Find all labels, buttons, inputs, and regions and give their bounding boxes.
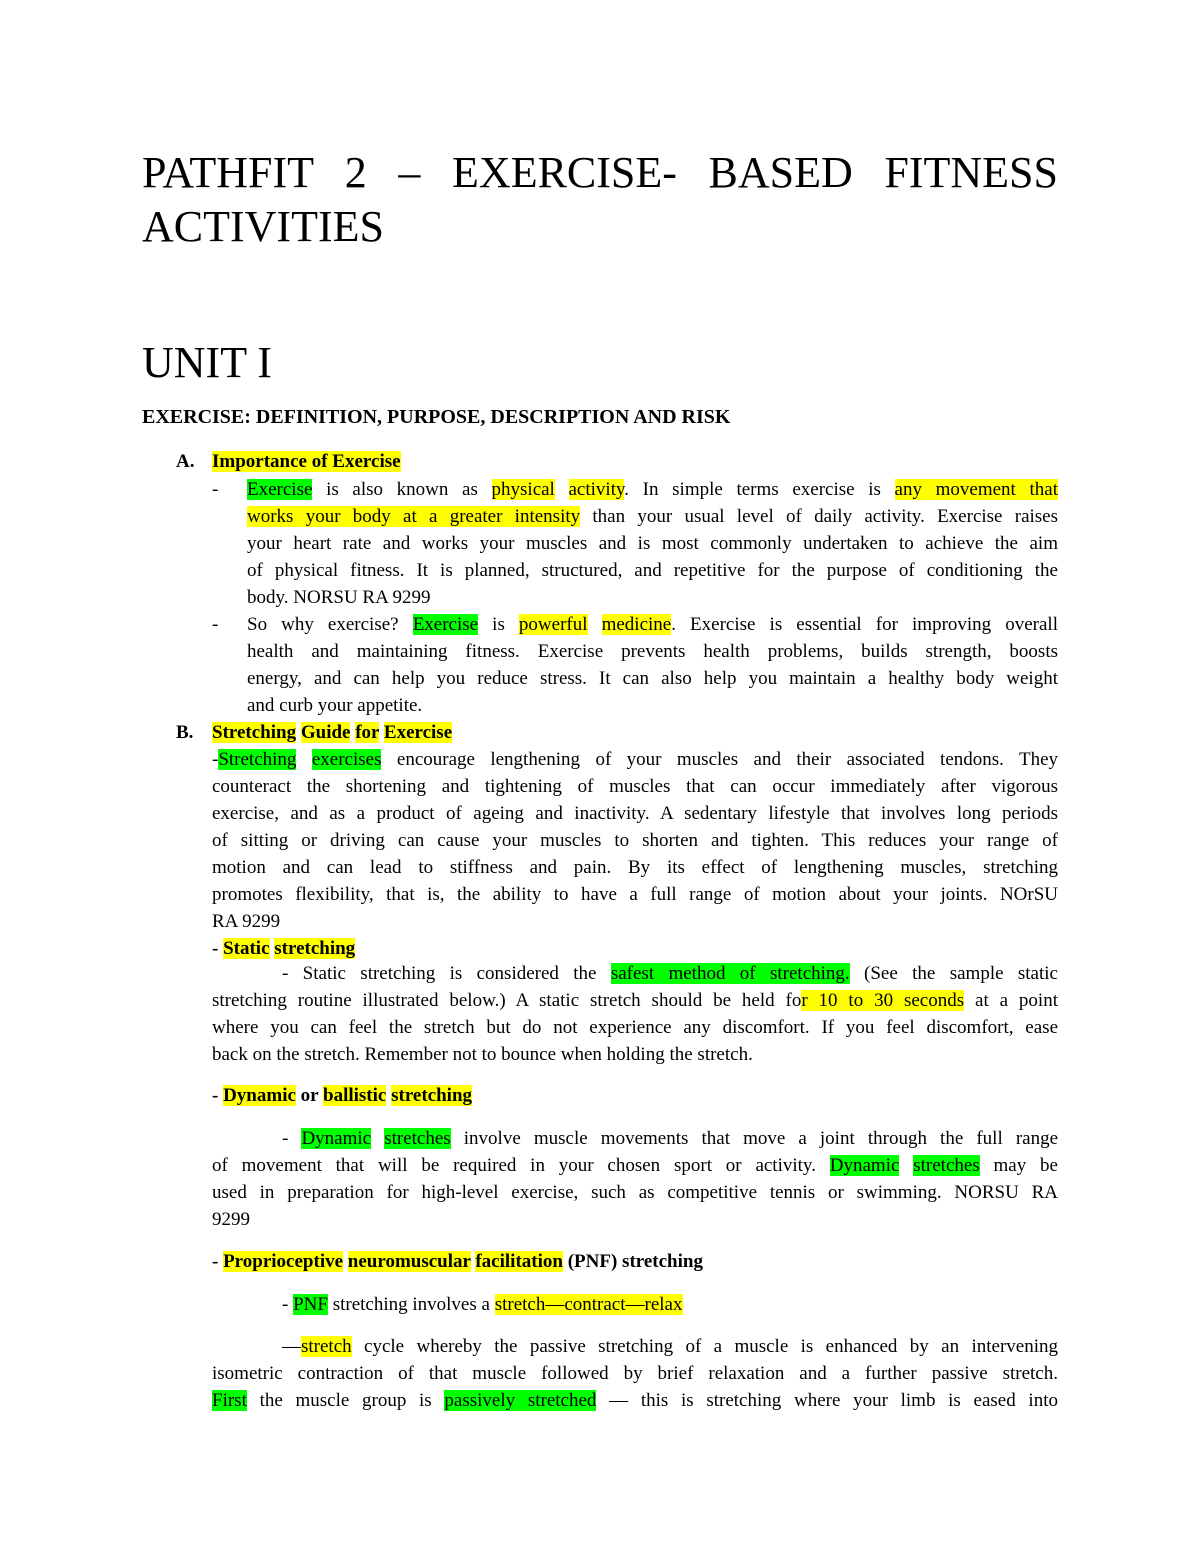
pnf-line4: isometric contraction of that muscle followed by brief relaxation and a further passive stretch. [212,1363,1058,1384]
hl: Dynamic [301,1128,372,1149]
hl: Stretching [212,722,297,743]
para-b-line2: counteract the shortening and tightening of muscles that can occur immediately after vigorous [212,776,1058,797]
hl: stretches [384,1128,451,1149]
para-a1-line4: of physical fitness. It is planned, structured, and repetitive for the purpose of conditioning the [247,560,1058,581]
text: stretching involves a [327,1294,495,1315]
hl: physical [491,479,555,500]
static-heading [212,935,355,962]
text: — this is stretching where your limb is eased into [596,1390,1058,1411]
hl: ballistic [323,1085,387,1106]
dynamic-line1 [282,1125,1058,1152]
pnf-line3 [282,1333,1058,1360]
hl: Static [223,938,270,959]
hl: Exercise [383,722,453,743]
text: - [212,938,224,959]
hl: safest method of stretching. [610,963,850,984]
text: (PNF) stretching [562,1251,703,1272]
text: - [212,1085,224,1106]
section-a-heading [212,448,401,475]
section-a-letter: A. [176,451,195,472]
dynamic-line2 [212,1152,1058,1179]
static-line1 [282,960,1058,987]
hl: medicine [601,614,672,635]
hl: passively stretched [444,1390,597,1411]
dynamic-line4: 9299 [212,1209,250,1230]
hl: Dynamic [223,1085,296,1106]
hl: Exercise [412,614,479,635]
text: - Static stretching is considered the [282,963,611,984]
para-a2-line2: health and maintaining fitness. Exercise prevents health problems, builds strength, boosts [247,641,1058,662]
text: cycle whereby the passive stretching of a muscle is enhanced by an intervening [351,1336,1058,1357]
hl: activity [568,479,625,500]
bullet-1: - [212,479,219,500]
section-a-heading-text: Importance of Exercise [212,451,401,472]
text: stretching routine illustrated below.) A static stretch should be held fo [212,990,802,1011]
bullet-2: - [212,614,219,635]
text: - [282,1294,294,1315]
para-b-line7: RA 9299 [212,911,281,932]
static-line2 [212,987,1058,1014]
para-a2-line4: and curb your appetite. [247,695,423,716]
para-a1-line1 [247,476,1058,503]
hl: powerful [518,614,588,635]
text: involve muscle movements that move a joint through the full range [450,1128,1059,1149]
unit-heading: UNIT I [142,338,272,387]
dynamic-line3: used in preparation for high-level exercise, such as competitive tennis or swimming. NORSU RA [212,1182,1058,1203]
pnf-line5 [212,1387,1058,1414]
hl: First [212,1390,247,1411]
hl: neuromuscular [347,1251,471,1272]
hl: r 10 to 30 seconds [801,990,965,1011]
document-title-cont: ACTIVITIES [142,202,384,251]
para-b-line6: promotes flexibility, that is, the ability to have a full range of motion about your joints. NOrSU [212,884,1058,905]
text: - [282,1128,302,1149]
hl: Guide [300,722,351,743]
static-line3: where you can feel the stretch but do not experience any discomfort. If you feel discomfort, ease [212,1017,1058,1038]
hl: Proprioceptive [223,1251,344,1272]
hl: stretches [913,1155,980,1176]
hl: Exercise [247,479,313,500]
para-b-line3: exercise, and as a product of ageing and inactivity. A sedentary lifestyle that involves long periods [212,803,1058,824]
document-title: PATHFIT 2 – EXERCISE- BASED FITNESS [142,148,1058,197]
dynamic-heading [212,1082,472,1109]
text: encourage lengthening of your muscles and their associated tendons. They [381,749,1058,770]
hl: stretching [274,938,356,959]
hl: Stretching [218,749,297,770]
text: at a point [964,990,1058,1011]
text: than your usual level of daily activity. Exercise raises [580,506,1058,527]
para-a1-line3: your heart rate and works your muscles and is most commonly undertaken to achieve the aim [247,533,1058,554]
text: - [212,1251,224,1272]
text: . Exercise is essential for improving overall [671,614,1058,635]
text: may be [979,1155,1058,1176]
text: . In simple terms exercise is [624,479,895,500]
text: of movement that will be required in your chosen sport or activity. [212,1155,830,1176]
text [555,479,569,500]
para-b-line1 [212,746,1058,773]
pnf-heading [212,1248,703,1275]
text: the muscle group is [246,1390,445,1411]
text: is [478,614,519,635]
hl: PNF [293,1294,328,1315]
hl: works your body at a greater intensity [247,506,581,527]
text: or [295,1085,323,1106]
text: — [282,1336,301,1357]
section-b-heading [212,719,452,746]
text: So why exercise? [247,614,413,635]
text: (See the sample static [849,963,1058,984]
hl: Dynamic [829,1155,900,1176]
unit-subtitle: EXERCISE: DEFINITION, PURPOSE, DESCRIPTION AND RISK [142,406,731,428]
para-b-line5: motion and can lead to stiffness and pain. By its effect of lengthening muscles, stretching [212,857,1058,878]
para-a2-line3: energy, and can help you reduce stress. It can also help you maintain a healthy body weight [247,668,1058,689]
hl: exercises [311,749,382,770]
text: is also known as [312,479,492,500]
pnf-line1 [282,1291,683,1318]
hl: for [355,722,380,743]
text: - [212,749,219,770]
hl: facilitation [475,1251,563,1272]
hl: stretch [301,1336,352,1357]
para-b-line4: of sitting or driving can cause your muscles to shorten and tighten. This reduces your range of [212,830,1058,851]
section-b-letter: B. [176,722,194,743]
text [588,614,602,635]
static-line4: back on the stretch. Remember not to bounce when holding the stretch. [212,1044,753,1065]
para-a2-line1 [247,611,1058,638]
hl: stretching [391,1085,473,1106]
hl: any movement that [894,479,1058,500]
para-a1-line2 [247,503,1058,530]
para-a1-line5: body. NORSU RA 9299 [247,587,431,608]
hl: stretch—contract—relax [494,1294,683,1315]
